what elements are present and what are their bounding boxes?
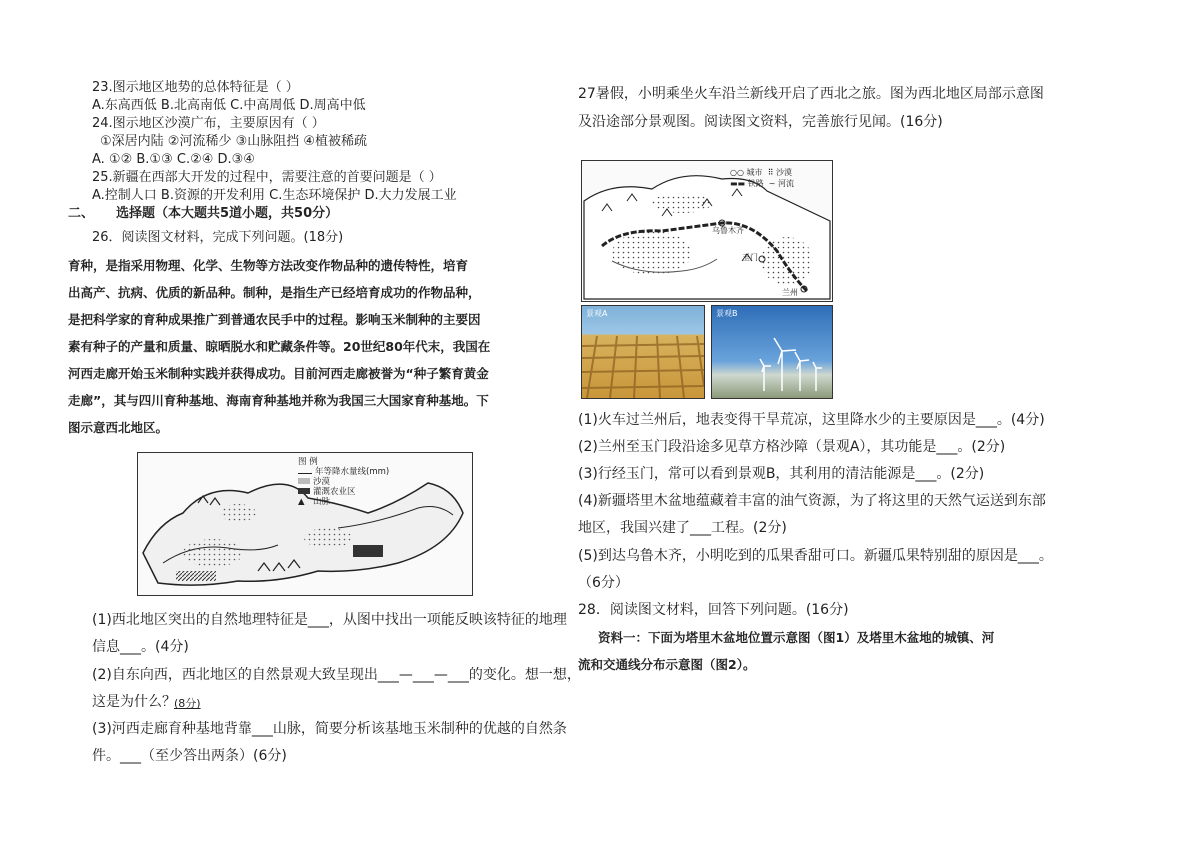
sub-question-5b: （6分） bbox=[578, 575, 629, 591]
passage-line: 出高产、抗病、优质的新品种。制种，是指生产已经培育成功的作物品种， bbox=[68, 285, 481, 300]
legend-railway: 铁路 bbox=[747, 179, 764, 188]
section-number: 二、 bbox=[68, 206, 95, 221]
question-24-options: A. ①② B.①③ C.②④ D.③④ bbox=[92, 152, 255, 167]
sub-question-1: (1)火车过兰州后，地表变得干旱荒凉，这里降水少的主要原因是___。(4分) bbox=[578, 412, 1045, 428]
legend-desert-icon: ⠿ bbox=[767, 168, 774, 177]
passage-line: 图示意西北地区。 bbox=[68, 420, 169, 435]
sub-question-3a: (3)河西走廊育种基地背靠___山脉，简要分析该基地玉米制种的优越的自然条 bbox=[92, 721, 567, 737]
wind-turbines-drawing bbox=[712, 306, 832, 398]
legend-city: 城市 bbox=[746, 168, 763, 177]
legend-irrigation: 灌溉农业区 bbox=[298, 487, 389, 497]
photo-b-label: 景观B bbox=[716, 309, 738, 318]
sub-question-3: (3)行经玉门，常可以看到景观B，其利用的清洁能源是___。(2分) bbox=[578, 466, 985, 482]
question-24-items: ①深居内陆 ②河流稀少 ③山脉阻挡 ④植被稀疏 bbox=[100, 134, 368, 149]
question-23-options: A.东高西低 B.北高南低 C.中高周低 D.周高中低 bbox=[92, 98, 366, 113]
map-legend bbox=[298, 457, 389, 507]
route-map-drawing bbox=[582, 161, 832, 301]
sub-question-3b: 件。___（至少答出两条）(6分) bbox=[92, 748, 287, 764]
legend-city-icon: ○○ bbox=[730, 168, 744, 177]
sand-grid-drawing bbox=[582, 306, 704, 398]
material-1-line2: 流和交通线分布示意图（图2）。 bbox=[578, 657, 756, 672]
question-27-line1: 27暑假，小明乘坐火车沿兰新线开启了西北之旅。图为西北地区局部示意图 bbox=[578, 86, 1044, 102]
legend-title: 图 例 bbox=[298, 457, 318, 467]
sub-question-1a: (1)西北地区突出的自然地理特征是___，从图中找出一项能反映该特征的地理 bbox=[92, 612, 567, 628]
photo-landscape-a bbox=[581, 305, 705, 399]
legend-desert: 沙漠 bbox=[298, 477, 389, 487]
sub-question-4a: (4)新疆塔里木盆地蕴藏着丰富的油气资源，为了将这里的天然气运送到东部 bbox=[578, 493, 1046, 509]
sub-question-2: (2)兰州至玉门段沿途多见草方格沙障（景观A），其功能是___。(2分) bbox=[578, 439, 1006, 455]
passage-line: 素有种子的产量和质量、晾晒脱水和贮藏条件等。20世纪80年代末，我国在 bbox=[68, 339, 491, 354]
sub-question-2a: (2)自东向西，西北地区的自然景观大致呈现出___—___—___的变化。想一想， bbox=[92, 667, 581, 683]
photo-a-label: 景观A bbox=[586, 309, 608, 318]
question-25-options: A.控制人口 B.资源的开发利用 C.生态环境保护 D.大力发展工业 bbox=[92, 188, 457, 203]
question-28: 28．阅读图文材料，回答下列问题。(16分) bbox=[578, 602, 849, 618]
label-urumqi: 乌鲁木齐 bbox=[712, 226, 744, 235]
question-26: 26．阅读图文材料，完成下列问题。(18分) bbox=[92, 230, 344, 245]
label-yumen: 玉门 bbox=[742, 253, 758, 262]
sub-question-1b: 信息___。(4分) bbox=[92, 639, 189, 655]
sub-question-2b: 这是为什么？ bbox=[92, 694, 176, 710]
legend-mountain: ▲ 山脉 bbox=[298, 497, 331, 507]
sub-question-5a: (5)到达乌鲁木齐，小明吃到的瓜果香甜可口。新疆瓜果特别甜的原因是___。 bbox=[578, 548, 1053, 564]
legend-railway-icon: ▬▬ bbox=[730, 179, 746, 188]
northwest-map bbox=[137, 452, 473, 596]
photo-landscape-b bbox=[711, 305, 833, 399]
label-lanzhou: 兰州 bbox=[782, 288, 798, 297]
legend-river-icon: ~ bbox=[768, 179, 776, 188]
legend-river: 河流 bbox=[778, 179, 795, 188]
question-27-line2: 及沿途部分景观图。阅读图文资料，完善旅行见闻。(16分) bbox=[578, 114, 943, 130]
passage-line: 走廊”，其与四川育种基地、海南育种基地并称为我国三大国家育种基地。下 bbox=[68, 393, 489, 408]
question-25: 25.新疆在西部大开发的过程中，需要注意的首要问题是（ ） bbox=[92, 170, 442, 185]
question-24: 24.图示地区沙漠广布，主要原因有（ ） bbox=[92, 116, 325, 131]
passage-line: 是把科学家的育种成果推广到普通农民手中的过程。影响玉米制种的主要因 bbox=[68, 312, 481, 327]
section-title: 选择题（本大题共5道小题，共50分） bbox=[116, 206, 339, 221]
passage-line: 育种，是指采用物理、化学、生物等方法改变作物品种的遗传特性，培育 bbox=[68, 258, 469, 273]
sub-question-2-score: (8分) bbox=[174, 697, 201, 710]
route-map-legend bbox=[730, 167, 794, 189]
sub-question-4b: 地区，我国兴建了___工程。(2分) bbox=[578, 520, 787, 536]
legend-desert: 沙漠 bbox=[776, 168, 793, 177]
question-23: 23.图示地区地势的总体特征是（ ） bbox=[92, 80, 299, 95]
material-1-line1: 资料一：下面为塔里木盆地位置示意图（图1）及塔里木盆地的城镇、河 bbox=[598, 630, 995, 645]
legend-isohyet: 年等降水量线(mm) bbox=[298, 467, 389, 477]
passage-line: 河西走廊开始玉米制种实践并获得成功。目前河西走廊被誉为“种子繁育黄金 bbox=[68, 366, 489, 381]
route-map bbox=[581, 160, 833, 302]
